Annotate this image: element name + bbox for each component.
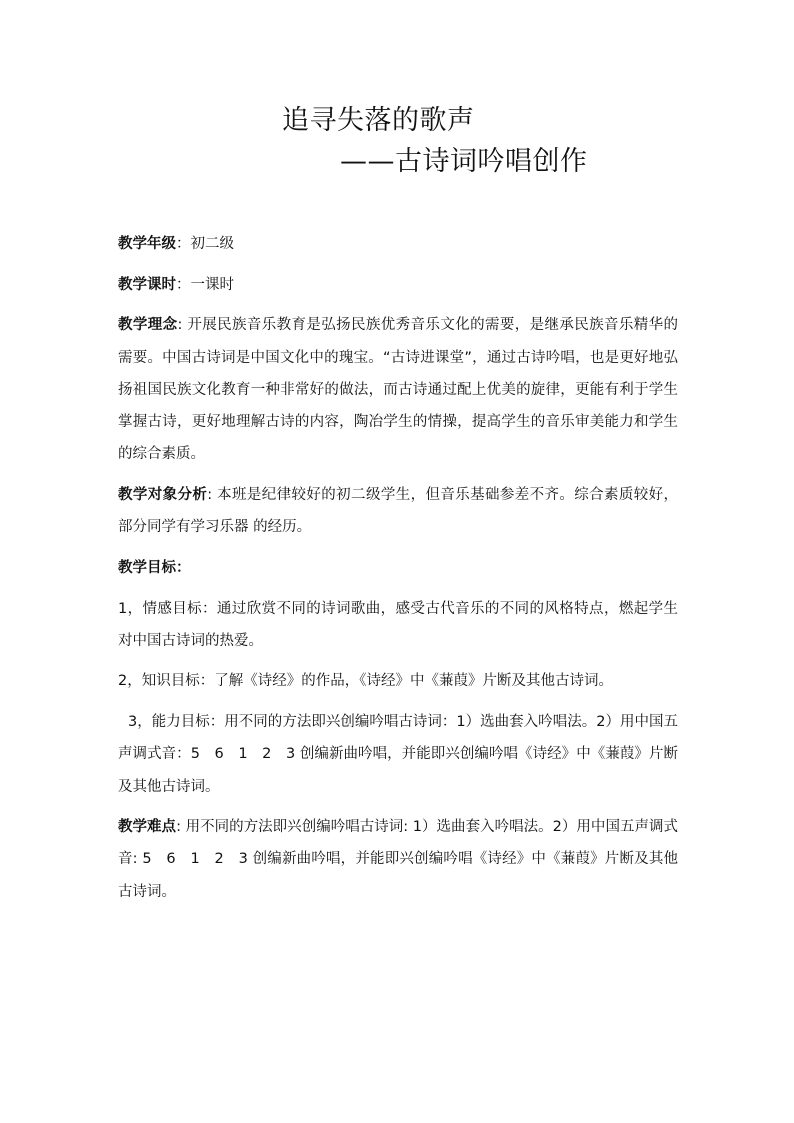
paragraph-grade <box>118 228 678 260</box>
text-goal-emotion: 1，情感目标：通过欣赏不同的诗词歌曲，感受古代音乐的不同的风格特点，燃起学生对中国古诗词的热爱。 <box>118 600 678 649</box>
paragraph-goal-ability <box>118 706 678 803</box>
paragraph-goals-heading <box>118 552 678 584</box>
document-body <box>118 228 678 916</box>
document-subtitle: ——古诗词吟唱创作 <box>340 146 588 177</box>
paragraph-difficulty <box>118 811 678 908</box>
text-philosophy: 开展民族音乐教育是弘扬民族优秀音乐文化的需要，是继承民族音乐精华的需要。中国古诗词是中国文化中的瑰宝。“古诗进课堂”，通过古诗吟唱，也是更好地弘扬祖国民族文化教育一种非常好的做法，而古诗通过配上优美的旋律，更能有利于学生掌握古诗，更好地理解古诗的内容，陶冶学生的情操，提高学生的音乐审美能力和学生的综合素质。 <box>118 317 678 463</box>
text-grade: 初二级 <box>190 236 234 252</box>
text-difficulty: 用不同的方法即兴创编吟唱古诗词: 1）选曲套入吟唱法。2）用中国五声调式音: 5 6 1 2 3 创编新曲吟唱，并能即兴创编吟唱《诗经》中《蒹葭》片断及其他古诗词。 <box>118 819 678 900</box>
label-audience: 教学对象分析 <box>118 486 208 503</box>
label-grade: 教学年级 <box>118 236 176 252</box>
label-philosophy: 教学理念 <box>118 317 178 334</box>
text-goal-knowledge: 2，知识目标：了解《诗经》的作品，《诗经》中《蒹葭》片断及其他古诗词。 <box>118 673 613 690</box>
paragraph-philosophy <box>118 309 678 470</box>
paragraph-goal-knowledge <box>118 665 678 697</box>
paragraph-audience <box>118 479 678 543</box>
separator: : <box>207 486 218 503</box>
label-goals: 教学目标： <box>118 559 191 576</box>
separator: ： <box>176 236 191 252</box>
label-hours: 教学课时 <box>118 276 176 293</box>
separator: : <box>177 317 188 334</box>
text-goal-ability: 3，能力目标：用不同的方法即兴创编吟唱古诗词：1）选曲套入吟唱法。2）用中国五声调式音：5 6 1 2 3 创编新曲吟唱，并能即兴创编吟唱《诗经》中《蒹葭》片断及其他古诗词。 <box>118 714 678 795</box>
paragraph-hours <box>118 269 678 301</box>
text-hours: 一课时 <box>190 276 234 293</box>
paragraph-goal-emotion <box>118 593 678 657</box>
separator: ： <box>176 276 191 293</box>
text-audience: 本班是纪律较好的初二级学生，但音乐基础参差不齐。综合素质较好，部分同学有学习乐器 的经历。 <box>118 486 679 536</box>
document-title: 追寻失落的歌声 <box>282 105 475 136</box>
separator: : <box>176 819 186 836</box>
label-difficulty: 教学难点 <box>118 819 177 836</box>
